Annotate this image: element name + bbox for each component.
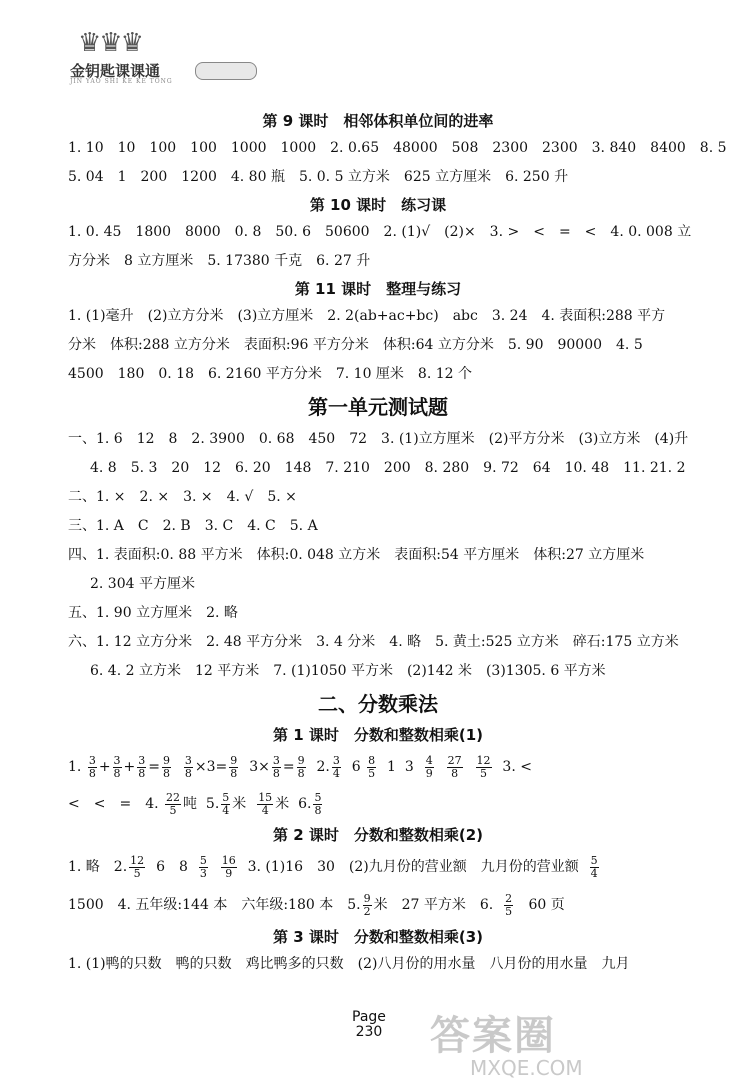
lesson-c1-title: 第 1 课时 分数和整数相乘(1) <box>272 726 484 744</box>
lesson-10-line-1: 1. 0. 45 1800 8000 0. 8 50. 6 50600 2. (1)√ (2)× 3. > < = < 4. 0. 008 立 <box>68 224 692 240</box>
unit-1-line-5: 四、1. 表面积:0. 88 平方米 体积:0. 048 立方米 表面积:54 平方厘米 体积:27 立方厘米 <box>68 547 645 563</box>
unit-1-line-7: 五、1. 90 立方厘米 2. 略 <box>68 605 238 621</box>
unit-1-line-4: 三、1. A C 2. B 3. C 4. C 5. A <box>68 518 318 534</box>
lesson-9-line-2: 5. 04 1 200 1200 4. 80 瓶 5. 0. 5 立方米 625 立方厘米 6. 250 升 <box>68 169 569 185</box>
unit-1-line-1: 一、1. 6 12 8 2. 3900 0. 68 450 72 3. (1)立方厘米 (2)平方分米 (3)立方米 (4)升 <box>68 431 689 447</box>
watermark-url: MXQE.COM <box>470 1056 583 1080</box>
answer-content <box>68 108 727 979</box>
lesson-10-line-2: 方分米 8 立方厘米 5. 17380 千克 6. 27 升 <box>68 253 371 269</box>
lesson-9-title: 第 9 课时 相邻体积单位间的进率 <box>262 112 494 130</box>
lesson-c3-title: 第 3 课时 分数和整数相乘(3) <box>272 928 484 946</box>
logo-badge <box>195 62 257 80</box>
unit-1-line-2: 4. 8 5. 3 20 12 6. 20 148 7. 210 200 8. 280 9. 72 64 10. 48 11. 21. 2 <box>90 460 686 476</box>
lesson-11-title: 第 11 课时 整理与练习 <box>294 280 462 298</box>
page-label: Page <box>352 1009 386 1025</box>
lesson-10-title: 第 10 课时 练习课 <box>309 196 447 214</box>
lesson-c1-line-2: < < = 4. $\frac{22}{5}$ 吨 5. $\frac{5}{4}$ 米 $\frac{15}{4}$ 米 6. $\frac{5}{8}$ <box>68 790 322 817</box>
lesson-11-line-2: 分米 体积:288 立方分米 表面积:96 平方分米 体积:64 立方分米 5. 90 90000 4. 5 <box>68 337 643 353</box>
page-number <box>352 1010 386 1040</box>
lesson-c1-line-1: 1. $\frac{3}{8}$ + $\frac{3}{8}$ + $\frac{3}{8}$ = $\frac{9}{8}$ $\frac{3}{8}$ ×3= $\frac{9}{8}$ 3× $\frac{3}{8}$ = $\frac{9}{8}$ 2. $\frac{3}{4}$ 6 $\frac{8}{5}$ 1 3 $\frac{4}{9}$ $\frac{27}{8}$ $\frac{12}{5}$ 3. < <box>68 753 532 780</box>
publisher-logo <box>30 28 260 88</box>
unit-1-line-6: 2. 304 平方厘米 <box>90 576 195 592</box>
page-number-value: 230 <box>355 1024 383 1040</box>
unit-1-line-3: 二、1. × 2. × 3. × 4. √ 5. × <box>68 489 297 505</box>
lesson-c3-line-1: 1. (1)鸭的只数 鸭的只数 鸡比鸭多的只数 (2)八月份的用水量 八月份的用水量 九月 <box>68 956 630 972</box>
logo-text: 金钥匙课课通 <box>70 62 161 80</box>
watermark-title: 答案圈 <box>430 1013 556 1059</box>
unit-2-title: 二、分数乘法 <box>318 692 438 716</box>
unit-1-line-9: 6. 4. 2 立方米 12 平方米 7. (1)1050 平方米 (2)142 米 (3)1305. 6 平方米 <box>90 663 606 679</box>
unit-1-line-8: 六、1. 12 立方分米 2. 48 平方分米 3. 4 分米 4. 略 5. 黄土:525 立方米 碎石:175 立方米 <box>68 634 679 650</box>
lesson-c2-title: 第 2 课时 分数和整数相乘(2) <box>272 826 484 844</box>
logo-subtext: JIN YAO SHI KE KE TONG <box>70 78 173 85</box>
lesson-9-line-1: 1. 10 10 100 100 1000 1000 2. 0.65 48000 508 2300 2300 3. 840 8400 8. 5 <box>68 140 727 156</box>
crown-icon: ♛♛♛ <box>78 28 142 58</box>
lesson-c2-line-2: 1500 4. 五年级:144 本 六年级:180 本 5. $\frac{9}{2}$ 米 27 平方米 6. $\frac{2}{5}$ 60 页 <box>68 891 565 918</box>
lesson-c2-line-1: 1. 略 2. $\frac{12}{5}$ 6 8 $\frac{5}{3}$ $\frac{16}{9}$ 3. (1)16 30 (2)九月份的营业额 九月份的营业额 $\frac{5}{4}$ <box>68 853 598 880</box>
lesson-11-line-1: 1. (1)毫升 (2)立方分米 (3)立方厘米 2. 2(ab+ac+bc) abc 3. 24 4. 表面积:288 平方 <box>68 308 666 324</box>
unit-1-test-title: 第一单元测试题 <box>308 395 448 419</box>
watermark <box>430 1015 583 1079</box>
lesson-11-line-3: 4500 180 0. 18 6. 2160 平方分米 7. 10 厘米 8. 12 个 <box>68 366 473 382</box>
